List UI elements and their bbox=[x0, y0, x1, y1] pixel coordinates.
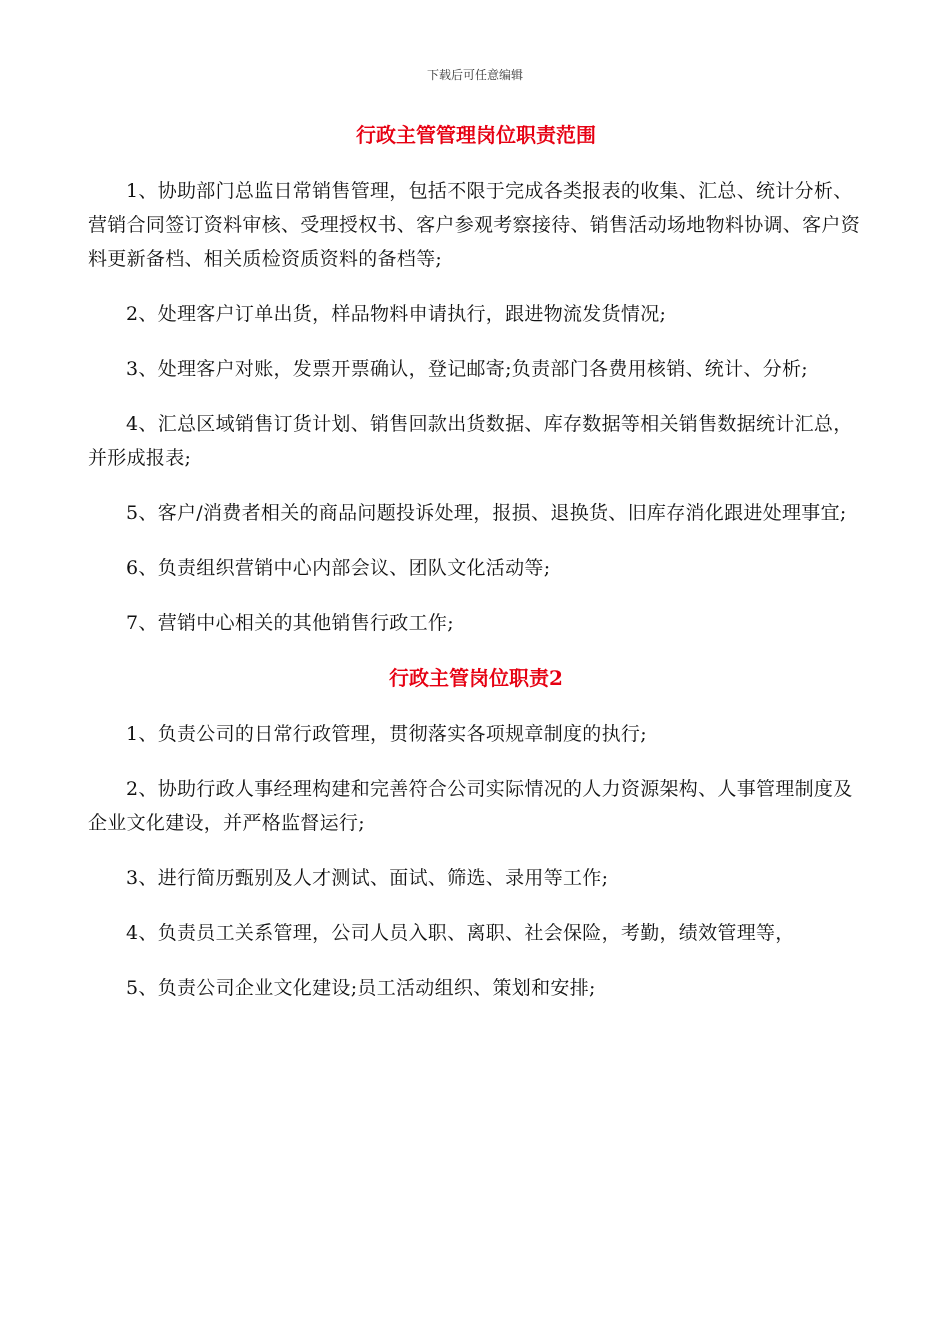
duty-item: 7、营销中心相关的其他销售行政工作; bbox=[126, 612, 454, 634]
duty-item: 5、客户/消费者相关的商品问题投诉处理，报损、退换货、旧库存消化跟进处理事宜; bbox=[126, 502, 847, 524]
duty-item: 4、汇总区域销售订货计划、销售回款出货数据、库存数据等相关销售数据统计汇总，并形成报表; bbox=[88, 413, 853, 469]
page-header-note: 下载后可任意编辑 bbox=[426, 68, 523, 82]
duty-item: 4、负责员工关系管理，公司人员入职、离职、社会保险，考勤，绩效管理等， bbox=[126, 922, 795, 944]
duty-item: 1、协助部门总监日常销售管理，包括不限于完成各类报表的收集、汇总、统计分析、营销合同签订资料审核、受理授权书、客户参观考察接待、销售活动场地物料协调、客户资料更新备档、相关质检资质资料的备档等; bbox=[88, 180, 861, 270]
duty-item: 1、负责公司的日常行政管理，贯彻落实各项规章制度的执行; bbox=[126, 723, 647, 745]
section-title-2: 行政主管岗位职责2 bbox=[389, 666, 563, 690]
duty-item: 5、负责公司企业文化建设;员工活动组织、策划和安排; bbox=[126, 977, 596, 999]
document-body bbox=[88, 118, 864, 1026]
duty-item: 3、处理客户对账，发票开票确认，登记邮寄;负责部门各费用核销、统计、分析; bbox=[126, 358, 808, 380]
duty-item: 2、处理客户订单出货，样品物料申请执行，跟进物流发货情况; bbox=[126, 303, 667, 325]
duty-item: 6、负责组织营销中心内部会议、团队文化活动等; bbox=[126, 557, 551, 579]
section-title-1: 行政主管管理岗位职责范围 bbox=[356, 123, 596, 147]
duty-item: 2、协助行政人事经理构建和完善符合公司实际情况的人力资源架构、人事管理制度及企业文化建设，并严格监督运行; bbox=[88, 778, 853, 834]
duty-item: 3、进行简历甄别及人才测试、面试、筛选、录用等工作; bbox=[126, 867, 609, 889]
